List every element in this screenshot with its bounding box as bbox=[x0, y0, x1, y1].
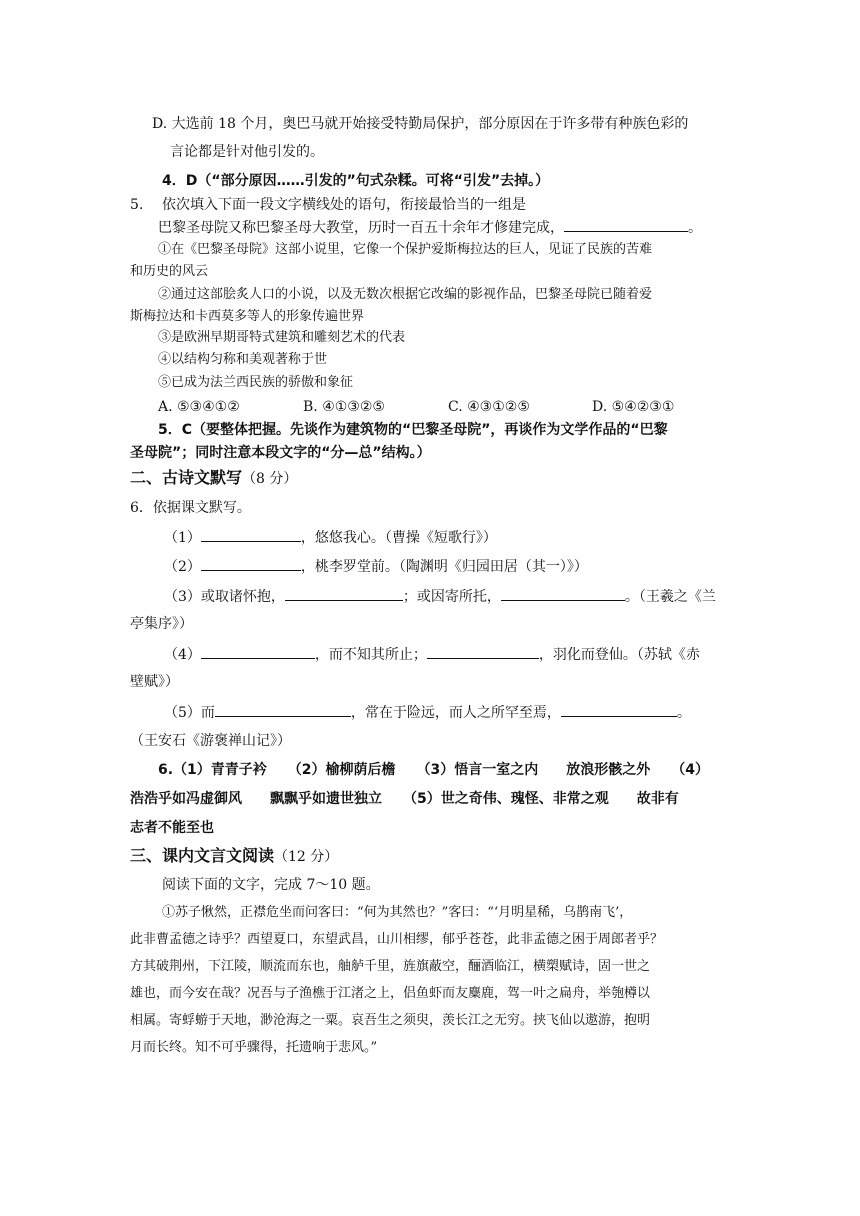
q4-answer: 4．D（“部分原因……引发的”句式杂糅。可将“引发”去掉。） bbox=[162, 173, 550, 189]
q6-line-5: （5）而 ，常在于险远，而人之所罕至焉， 。 bbox=[164, 702, 691, 723]
passage-line-6: 月而长终。知不可乎骤得，托遗响于悲风。” bbox=[130, 1040, 378, 1055]
q5-blank bbox=[564, 217, 688, 232]
section-3-intro: 阅读下面的文字，完成 7～10 题。 bbox=[162, 877, 380, 893]
q6-line-1: （1） ，悠悠我心。（曹操《短歌行》） bbox=[164, 527, 497, 548]
q6-blank-1 bbox=[201, 527, 301, 542]
q6-line-3: （3）或取诸怀抱， ；或因寄所托， 。（王羲之《兰 bbox=[164, 586, 716, 607]
q6-line-2: （2） ，桃李罗堂前。（陶渊明《归园田居（其一）》） bbox=[164, 556, 588, 577]
q5-answer-line2: 圣母院”；同时注意本段文字的“分—总”结构。） bbox=[130, 445, 431, 461]
q6-blank-5a bbox=[215, 702, 351, 717]
q5-item-3: ③是欧洲早期哥特式建筑和雕刻艺术的代表 bbox=[158, 330, 406, 345]
section-3-heading: 三、课内文言文阅读（12 分） bbox=[130, 846, 339, 865]
q6-answer-line2: 浩浩乎如冯虚御风 飘飘乎如遗世独立 （5）世之奇伟、瑰怪、非常之观 故非有 bbox=[130, 791, 679, 807]
section-2-heading: 二、古诗文默写（8 分） bbox=[130, 468, 298, 487]
passage-line-2: 此非曹孟德之诗乎？西望夏口，东望武昌，山川相缪，郁乎苍苍，此非孟德之困于周郎者乎？ bbox=[130, 932, 664, 947]
q6-blank-4a bbox=[201, 644, 315, 659]
q5-option-a: A. ⑤③④①② bbox=[158, 399, 240, 415]
q5-stem: 依次填入下面一段文字横线处的语句，衔接最恰当的一组是 bbox=[162, 197, 526, 213]
q6-line-4: （4） ，而不知其所止； ，羽化而登仙。（苏轼《赤 bbox=[164, 644, 700, 665]
q5-number: 5. bbox=[130, 197, 144, 213]
q5-option-b: B. ④①③②⑤ bbox=[303, 399, 385, 415]
q5-passage: 巴黎圣母院又称巴黎圣母大教堂，历时一百五十余年才修建完成， 。 bbox=[158, 217, 702, 238]
q5-item-4: ④以结构匀称和美观著称于世 bbox=[158, 352, 328, 367]
q6-blank-5b bbox=[561, 702, 677, 717]
q6-stem: 6．依据课文默写。 bbox=[130, 500, 251, 516]
q6-line-3-cont: 亭集序》） bbox=[130, 616, 193, 632]
q6-blank-3a bbox=[285, 586, 403, 601]
passage-line-1: ①苏子愀然，正襟危坐而问客曰：“何为其然也？”客曰：“‘月明星稀，乌鹊南飞’， bbox=[162, 905, 633, 920]
q5-item-1-line2: 和历史的风云 bbox=[130, 264, 209, 279]
q5-item-2-line1: ②通过这部脍炙人口的小说，以及无数次根据它改编的影视作品，巴黎圣母院已随着爱 bbox=[158, 287, 653, 302]
q6-answer-line1: 6.（1）青青子衿 （2）榆柳荫后檐 （3）悟言一室之内 放浪形骸之外 （4） bbox=[158, 762, 710, 778]
q5-item-5: ⑤已成为法兰西民族的骄傲和象征 bbox=[158, 375, 354, 390]
passage-line-3: 方其破荆州，下江陵，顺流而东也，舳舻千里，旌旗蔽空，酾酒临江，横槊赋诗，固一世之 bbox=[130, 959, 651, 974]
q6-blank-4b bbox=[427, 644, 539, 659]
q6-blank-3b bbox=[501, 586, 625, 601]
q5-item-2-line2: 斯梅拉达和卡西莫多等人的形象传遍世界 bbox=[130, 309, 365, 324]
q6-line-5-cont: （王安石《游褒禅山记》） bbox=[130, 733, 291, 749]
q4-option-d-line2: 言论都是针对他引发的。 bbox=[170, 144, 324, 160]
q5-answer-line1: 5．C（要整体把握。先谈作为建筑物的“巴黎圣母院”，再谈作为文学作品的“巴黎 bbox=[158, 422, 668, 438]
q6-answer-line3: 志者不能至也 bbox=[130, 820, 214, 836]
q5-option-c: C. ④③①②⑤ bbox=[448, 399, 530, 415]
passage-line-4: 雄也，而今安在哉？况吾与子渔樵于江渚之上，侣鱼虾而友麋鹿，驾一叶之扁舟，举匏樽以 bbox=[130, 986, 651, 1001]
q6-blank-2 bbox=[201, 556, 301, 571]
q4-option-d-line1: D. 大选前 18 个月，奥巴马就开始接受特勤局保护，部分原因在于许多带有种族色彩的 bbox=[152, 116, 689, 132]
q6-line-4-cont: 壁赋》） bbox=[130, 674, 179, 690]
q5-option-d: D. ⑤④②③① bbox=[592, 399, 675, 415]
passage-line-5: 相属。寄蜉蝣于天地，渺沧海之一粟。哀吾生之须臾，羡长江之无穷。挟飞仙以遨游，抱明 bbox=[130, 1013, 651, 1028]
q5-item-1-line1: ①在《巴黎圣母院》这部小说里，它像一个保护爱斯梅拉达的巨人，见证了民族的苦难 bbox=[158, 242, 653, 257]
